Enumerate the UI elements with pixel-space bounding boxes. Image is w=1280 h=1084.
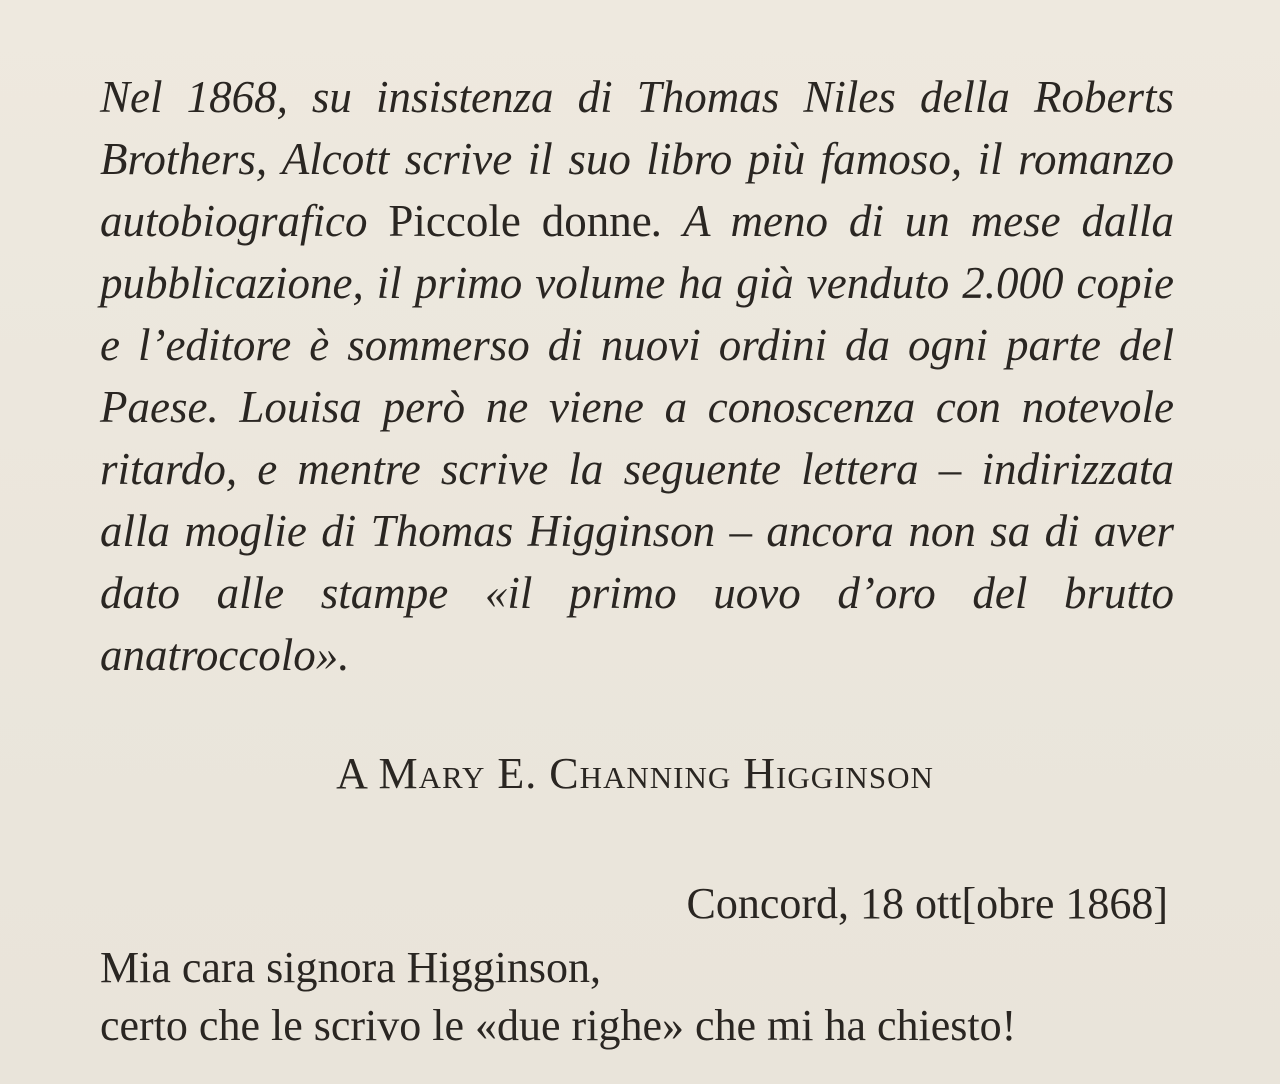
letter-heading: A Mary E. Channing Higginson (336, 749, 934, 798)
book-title: Piccole donne (388, 196, 652, 246)
letter-first-line: certo che le scrivo le «due righe» che mi ha chiesto! (100, 1001, 1017, 1050)
intro-text-part2: . A meno di un mese dalla pubblicazione, il primo volume ha già venduto 2.000 copie e l’editore è sommerso di nuovi ordini da ogni parte del Paese. Louisa però ne viene a conoscenza con notevole ritardo, e mentre scrive la seguente lettera – indirizzata alla moglie di Thomas Higginson – ancora non sa di aver dato alle stampe «il primo uovo d’oro del brutto anatroccolo». (100, 196, 1174, 680)
intro-text-part1: Nel 1868, su insistenza di Thomas Niles della Roberts Brothers, Alcott scrive il suo libro più famoso, il romanzo autobiografico (100, 72, 1174, 246)
intro-paragraph (100, 66, 1174, 686)
letter-dateline: Concord, 18 ott[obre 1868] (686, 879, 1168, 928)
letter-salutation: Mia cara signora Higginson, (100, 943, 601, 992)
